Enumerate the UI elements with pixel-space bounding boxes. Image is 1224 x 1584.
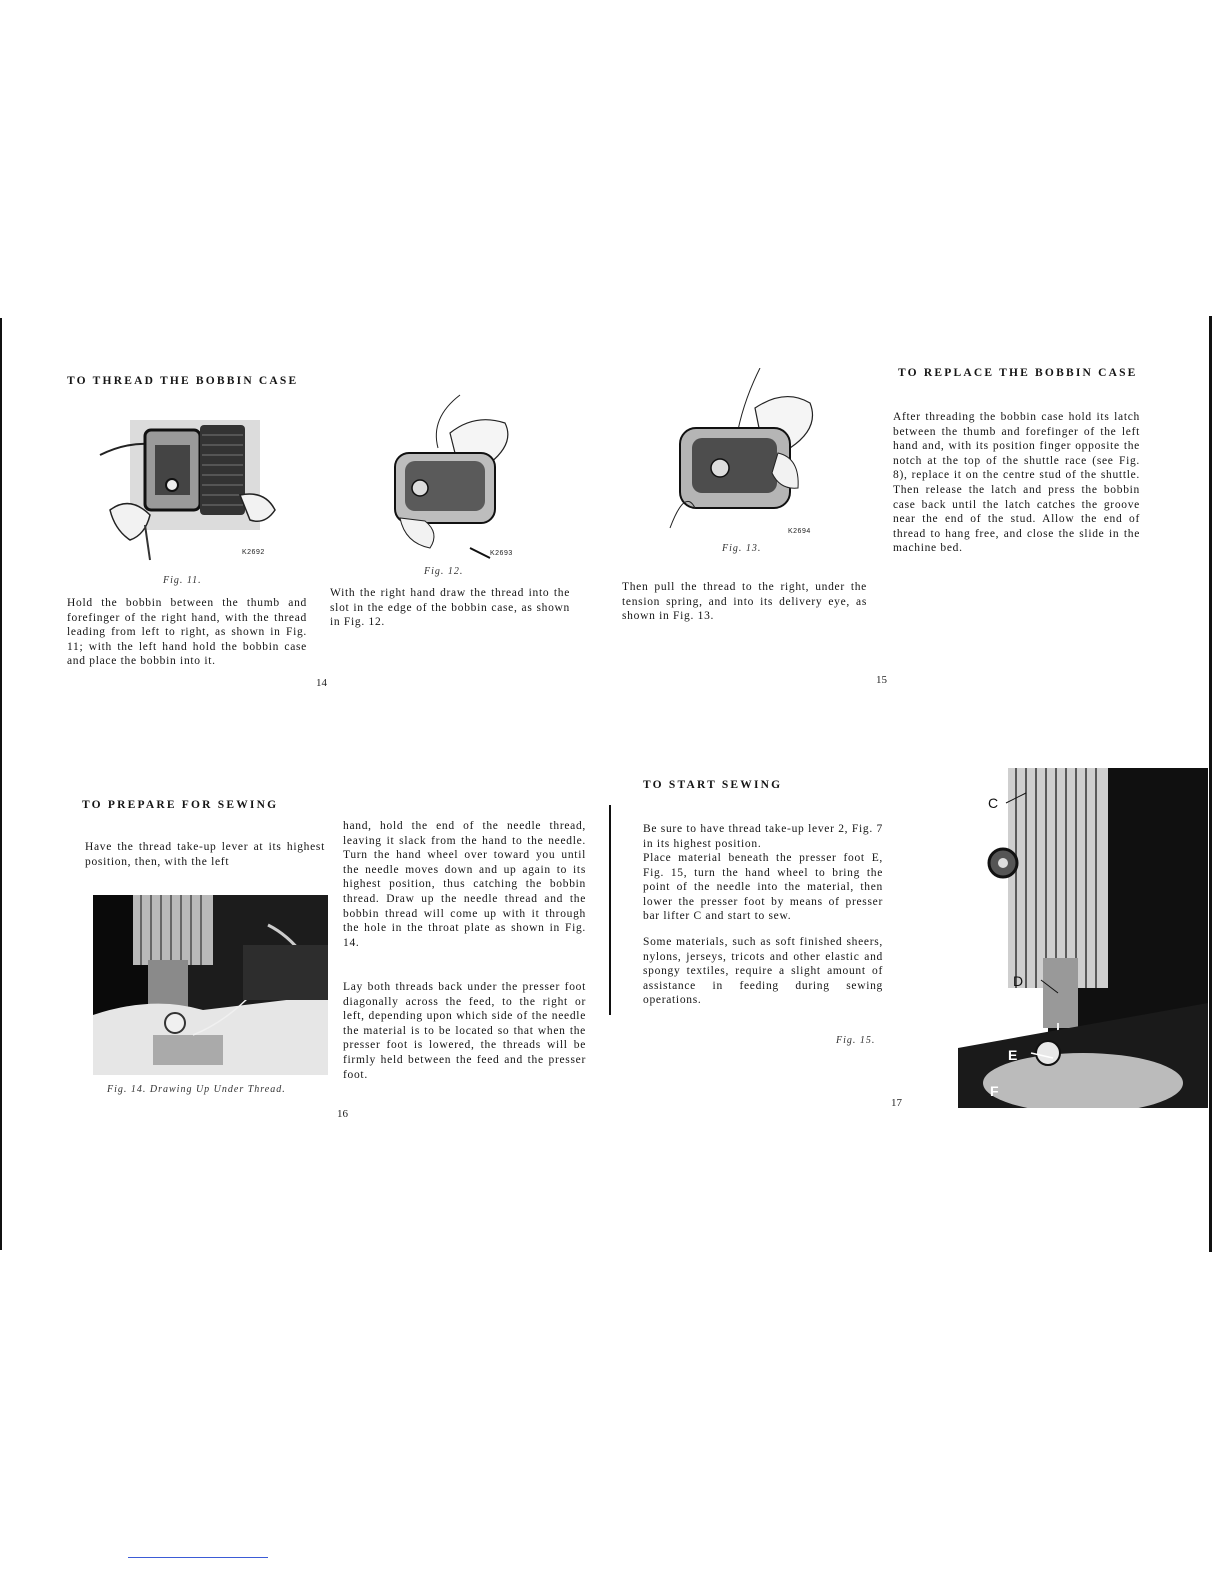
start-paragraph-1: Be sure to have thread take-up lever 2, Fig. 7 in its highest position. <box>643 823 883 850</box>
fig14-photo <box>93 895 328 1075</box>
fig14-caption: Fig. 14. Drawing Up Under Thread. <box>107 1084 286 1095</box>
fig13-paragraph: Then pull the thread to the right, under the tension spring, and into its delivery eye, as shown in Fig. 13. <box>622 581 867 623</box>
fig15-photo <box>958 768 1208 1108</box>
page-number-16: 16 <box>337 1108 348 1120</box>
fig13-illustration <box>660 368 830 538</box>
heading-start-sewing: TO START SEWING <box>643 779 783 791</box>
fig12-caption: Fig. 12. <box>424 566 464 577</box>
fig11-caption: Fig. 11. <box>163 575 202 586</box>
page-number-14: 14 <box>316 677 327 689</box>
fig15-label-d: D <box>1013 973 1024 989</box>
fig12-illustration <box>380 393 520 568</box>
fold-mark <box>609 805 611 1015</box>
fig13-caption: Fig. 13. <box>722 543 762 554</box>
fig12-code: K2693 <box>490 550 513 557</box>
left-scan-edge <box>0 318 2 1250</box>
fig13-code: K2694 <box>788 528 811 535</box>
heading-replace-bobbin-case: TO REPLACE THE BOBBIN CASE <box>898 367 1138 379</box>
start-paragraph-3: Some materials, such as soft finished sheers, nylons, jerseys, tricots and other elastic and spongy textiles, require a slight amount of assistance in feeding during sewing operations. <box>643 936 883 1007</box>
fig15-caption: Fig. 15. <box>836 1035 876 1046</box>
prepare-paragraph-1: Have the thread take-up lever at its highest position, then, with the left <box>85 841 325 868</box>
fig15-label-f: F <box>990 1083 999 1099</box>
prepare-paragraph-2: hand, hold the end of the needle thread, leaving it slack from the hand to the needle. Turn the hand wheel over toward you until the needle moves down and up again to its highest position, thus catching the bobbin thread. Draw up the needle thread and the bobbin thread will come up with it through the hole in the throat plate as shown in Fig. 14. <box>343 820 586 949</box>
fig11-illustration <box>90 400 300 565</box>
right-scan-edge <box>1209 316 1212 1252</box>
replace-paragraph: After threading the bobbin case hold its latch between the thumb and forefinger of the left hand and, with its position finger opposite the notch at the top of the shuttle race (see Fig. 8), replace it on the centre stud of the shuttle. Then release the latch and press the bobbin case back until the latch catches the groove near the end of the stud. Allow the end of thread to hang free, and close the slide in the machine bed. <box>893 411 1140 555</box>
start-paragraph-2: Place material beneath the presser foot E, Fig. 15, turn the hand wheel to bring the point of the needle into the material, then lower the presser foot by means of presser bar lifter C and start to sew. <box>643 852 883 923</box>
fig11-code: K2692 <box>242 549 265 556</box>
fig11-paragraph: Hold the bobbin between the thumb and forefinger of the right hand, with the thread leading from left to right, as shown in Fig. 11; with the left hand hold the bobbin case and place the bobbin into it. <box>67 597 307 668</box>
fig15-label-e: E <box>1008 1047 1018 1063</box>
fig15-label-c: C <box>988 795 999 811</box>
page-number-17: 17 <box>891 1097 902 1109</box>
fig12-paragraph: With the right hand draw the thread into the slot in the edge of the bobbin case, as shown in Fig. 12. <box>330 587 570 629</box>
prepare-paragraph-3: Lay both threads back under the presser foot diagonally across the feed, to the right or left, depending upon which side of the needle the material is to be located so that when the presser foot is lowered, the threads will be firmly held between the feed and the presser foot. <box>343 981 586 1081</box>
bottom-link-underline <box>128 1557 268 1558</box>
heading-thread-bobbin-case: TO THREAD THE BOBBIN CASE <box>67 375 299 387</box>
page-number-15: 15 <box>876 674 887 686</box>
heading-prepare-sewing: TO PREPARE FOR SEWING <box>82 799 279 811</box>
